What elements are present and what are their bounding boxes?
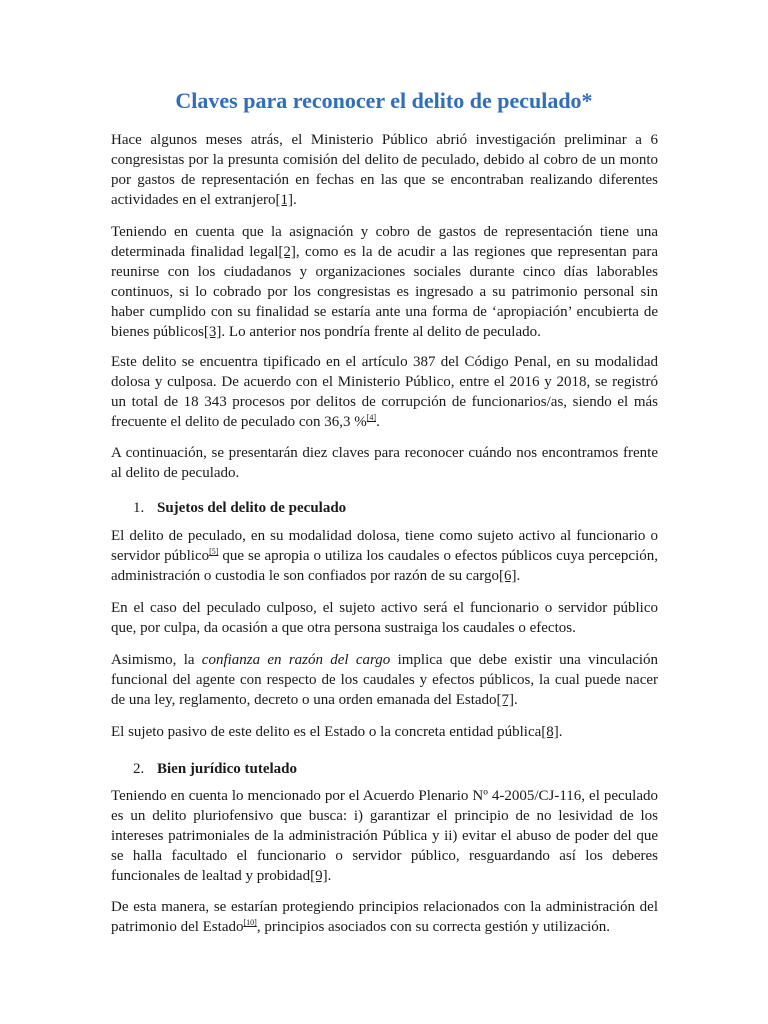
- footnote-link-5[interactable]: [5]: [209, 547, 219, 556]
- footnote-link-2[interactable]: [2]: [278, 244, 296, 260]
- paragraph-5: [111, 526, 658, 586]
- section-heading-2: [133, 759, 633, 779]
- emphasis-text: confianza en razón del cargo: [201, 652, 391, 668]
- paragraph-text: De esta manera, se estarían protegiendo principios relacionados con la administración del patrimonio del Estado: [111, 899, 658, 935]
- paragraph-text: En el caso del peculado culposo, el sujeto activo será el funcionario o servidor público que, por culpa, da ocasión a que otra persona sustraiga los caudales o efectos.: [111, 600, 658, 636]
- paragraph-end: .: [327, 868, 332, 884]
- paragraph-2: [111, 222, 658, 342]
- paragraph-text: implica que debe existir una vinculación funcional del agente con respecto de los caudales y efectos públicos, la cual puede nacer de una ley, reglamento, decreto o una orden emanada del Estado: [111, 652, 658, 708]
- paragraph-4: [111, 443, 658, 483]
- footnote-link-9[interactable]: [9]: [310, 868, 328, 884]
- paragraph-text: Asimismo, la: [111, 652, 202, 668]
- paragraph-text: El sujeto pasivo de este delito es el Estado o la concreta entidad pública: [111, 724, 542, 740]
- paragraph-text: , como es la de acudir a las regiones que representan para reunirse con los ciudadanos y organizaciones sociales durante cinco días laborables continuos, si lo cobrado por los congresistas es ingresado a su patrimonio personal sin haber cumplido con su finalidad se estaría ante una forma de ‘apropiación’ encubierta de bienes públicos: [111, 244, 659, 340]
- paragraph-text: Teniendo en cuenta que la asignación y cobro de gastos de representación tiene una determinada finalidad legal: [111, 224, 658, 260]
- footnote-link-10[interactable]: [10]: [243, 918, 257, 927]
- document-title: Claves para reconocer el delito de peculado*: [175, 88, 593, 113]
- paragraph-6: [111, 598, 658, 638]
- paragraph-text: A continuación, se presentarán diez claves para reconocer cuándo nos encontramos frente al delito de peculado.: [111, 445, 658, 481]
- paragraph-text: , principios asociados con su correcta gestión y utilización.: [256, 919, 611, 935]
- paragraph-end: .: [376, 414, 380, 430]
- paragraph-1: [111, 130, 658, 210]
- section-number: 2.: [133, 761, 145, 777]
- paragraph-text: . Lo anterior nos pondría frente al delito de peculado.: [221, 324, 541, 340]
- paragraph-3: [111, 352, 658, 432]
- paragraph-text: .: [516, 568, 521, 584]
- footnote-link-4[interactable]: [4]: [366, 413, 377, 422]
- footnote-link-7[interactable]: [7]: [496, 692, 515, 708]
- footnote-link-8[interactable]: [8]: [541, 724, 559, 740]
- paragraph-text: Este delito se encuentra tipificado en el artículo 387 del Código Penal, en su modalidad dolosa y culposa. De acuerdo con el Ministerio Público, entre el 2016 y 2018, se registró un total de 18 343 procesos por delitos de corrupción de funcionarios/as, siendo el más frecuente el delito de peculado con 36,3 %: [111, 354, 658, 430]
- section-title: Sujetos del delito de peculado: [157, 500, 347, 516]
- section-number: 1.: [133, 500, 145, 516]
- paragraph-text: .: [514, 692, 518, 708]
- paragraph-end: .: [293, 192, 297, 208]
- footnote-link-6[interactable]: [6]: [498, 568, 517, 584]
- paragraph-8: [111, 722, 658, 742]
- paragraph-text: Teniendo en cuenta lo mencionado por el Acuerdo Plenario Nº 4-2005/CJ-116, el peculado es un delito pluriofensivo que busca: i) garantizar el principio de no lesividad de los intereses patrimoniales de la administración Pública y ii) evitar el abuso de poder del que se halla facultado el funcionario o servidor público, resguardando así los deberes funcionales de lealtad y probidad: [111, 788, 658, 884]
- paragraph-end: .: [558, 724, 563, 740]
- paragraph-7: [111, 650, 658, 710]
- section-title: Bien jurídico tutelado: [157, 761, 298, 777]
- section-heading-1: [133, 498, 633, 518]
- paragraph-text: Hace algunos meses atrás, el Ministerio Público abrió investigación preliminar a 6 congresistas por la presunta comisión del delito de peculado, debido al cobro de un monto por gastos de representación en fechas en las que se encontraban realizando diferentes actividades en el extranjero: [111, 132, 658, 208]
- footnote-link-1[interactable]: [1]: [275, 192, 294, 208]
- paragraph-10: [111, 897, 658, 937]
- paragraph-text: que se apropia o utiliza los caudales o efectos públicos cuya percepción, administración o custodia le son confiados por razón de su cargo: [111, 548, 658, 584]
- footnote-link-3[interactable]: [3]: [203, 324, 222, 340]
- paragraph-text: El delito de peculado, en su modalidad dolosa, tiene como sujeto activo al funcionario o servidor público: [111, 528, 658, 564]
- paragraph-9: [111, 786, 658, 886]
